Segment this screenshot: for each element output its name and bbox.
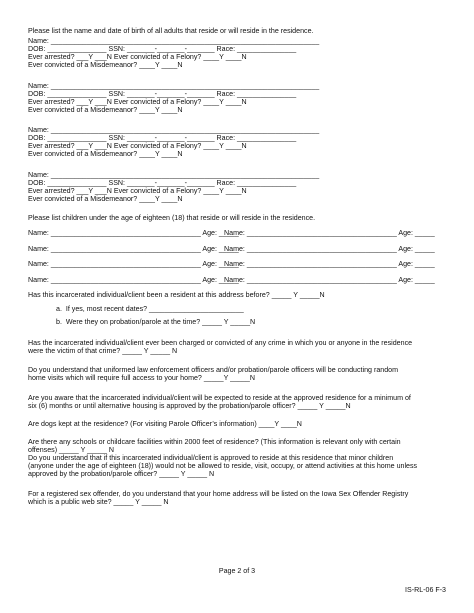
adult-1-arrested-felony-field[interactable]: Ever arrested? ___Y ___N Ever convicted of a Felony? ____Y ____N xyxy=(28,53,247,61)
adult-1-misdemeanor-field[interactable]: Ever convicted of a Misdemeanor? ____Y ____N xyxy=(28,61,183,69)
question-reside-minimum-line-1: Are you aware that the incarcerated individual/client will be expected to reside at the approved residence for a minimum of xyxy=(28,394,411,402)
child-row-4-left-field[interactable]: Name: ______________________________________ Age: _____ xyxy=(28,276,239,284)
question-minor-children-line-3[interactable]: approved by the probation/parole officer? _____ Y _____ N xyxy=(28,470,215,478)
adults-intro: Please list the name and date of birth of all adults that reside or will reside in the residence. xyxy=(28,27,314,35)
adult-4-dob-ssn-race-field[interactable]: DOB: _______________ SSN: _______-_______-_______ Race: _______________ xyxy=(28,179,297,187)
children-intro: Please list children under the age of eighteen (18) that reside or will reside in the residence. xyxy=(28,214,316,222)
adult-2-dob-ssn-race-field[interactable]: DOB: _______________ SSN: _______-_______-_______ Race: _______________ xyxy=(28,90,297,98)
adult-4-misdemeanor-field[interactable]: Ever convicted of a Misdemeanor? ____Y ____N xyxy=(28,195,183,203)
adult-1-dob-ssn-race-field[interactable]: DOB: _______________ SSN: _______-_______-_______ Race: _______________ xyxy=(28,45,297,53)
adult-2-arrested-felony-field[interactable]: Ever arrested? ___Y ___N Ever convicted of a Felony? ____Y ____N xyxy=(28,98,247,106)
child-row-4-right-field[interactable]: Name: ______________________________________ Age: _____ xyxy=(224,276,435,284)
question-sex-offender-registry-line-1: For a registered sex offender, do you understand that your home address will be listed on the Iowa Sex Offender Registry xyxy=(28,490,409,498)
child-row-2-right-field[interactable]: Name: ______________________________________ Age: _____ xyxy=(224,245,435,253)
child-row-3-right-field[interactable]: Name: ______________________________________ Age: _____ xyxy=(224,260,435,268)
adult-4-arrested-felony-field[interactable]: Ever arrested? ___Y ___N Ever convicted of a Felony? ____Y ____N xyxy=(28,187,247,195)
adult-4-name-field[interactable]: Name: ____________________________________________________________________ xyxy=(28,171,320,179)
question-prior-resident[interactable]: Has this incarcerated individual/client been a resident at this address before? _____ Y _____N xyxy=(28,291,325,299)
adult-3-dob-ssn-race-field[interactable]: DOB: _______________ SSN: _______-_______-_______ Race: _______________ xyxy=(28,134,297,142)
question-victim-line-1: Has the incarcerated individual/client ever been charged or convicted of any crime in which you or anyone in the residence xyxy=(28,339,413,347)
child-row-3-left-field[interactable]: Name: ______________________________________ Age: _____ xyxy=(28,260,239,268)
question-sex-offender-registry-line-2[interactable]: which is a public web site? _____ Y _____ N xyxy=(28,498,169,506)
adult-2-misdemeanor-field[interactable]: Ever convicted of a Misdemeanor? ____Y ____N xyxy=(28,106,183,114)
question-victim-line-2[interactable]: were the victim of that crime? _____ Y _____ N xyxy=(28,347,178,355)
adult-3-name-field[interactable]: Name: ____________________________________________________________________ xyxy=(28,126,320,134)
child-row-1-left-field[interactable]: Name: ______________________________________ Age: _____ xyxy=(28,229,239,237)
form-id: IS-RL-06 F-3 xyxy=(405,586,446,594)
question-minor-children-line-2: (anyone under the age of eighteen (18)) would not be allowed to reside, visit, occupy, or attend activities at this home unless xyxy=(28,462,418,470)
adult-1-name-field[interactable]: Name: ____________________________________________________________________ xyxy=(28,37,320,45)
question-prior-resident-probation[interactable]: b. Were they on probation/parole at the time? _____ Y _____N xyxy=(56,318,256,326)
question-dogs[interactable]: Are dogs kept at the residence? (For visiting Parole Officer’s information) ____Y ____N xyxy=(28,420,302,428)
adult-2-name-field[interactable]: Name: ____________________________________________________________________ xyxy=(28,82,320,90)
page-number: Page 2 of 3 xyxy=(218,567,256,575)
adult-3-misdemeanor-field[interactable]: Ever convicted of a Misdemeanor? ____Y ____N xyxy=(28,150,183,158)
child-row-2-left-field[interactable]: Name: ______________________________________ Age: _____ xyxy=(28,245,239,253)
question-home-visits-line-2[interactable]: home visits which will require full access to your home? _____Y _____N xyxy=(28,374,255,382)
question-prior-resident-dates[interactable]: a. If yes, most recent dates? ________________________ xyxy=(56,305,244,313)
adult-3-arrested-felony-field[interactable]: Ever arrested? ___Y ___N Ever convicted of a Felony? ____Y ____N xyxy=(28,142,247,150)
question-schools-line-1: Are there any schools or childcare facilities within 2000 feet of residence? (This information is relevant only with certain xyxy=(28,438,401,446)
question-reside-minimum-line-2[interactable]: six (6) months or until alternative housing is approved by the probation/parole officer? _____ Y _____N xyxy=(28,402,351,410)
question-schools-line-2[interactable]: offenses) _____ Y _____ N xyxy=(28,446,114,454)
question-home-visits-line-1: Do you understand that uniformed law enforcement officers and/or probation/parole officers will be conducting random xyxy=(28,366,399,374)
child-row-1-right-field[interactable]: Name: ______________________________________ Age: _____ xyxy=(224,229,435,237)
question-minor-children-line-1: Do you understand that if this incarcerated individual/client is approved to reside at this residence that minor children xyxy=(28,454,394,462)
